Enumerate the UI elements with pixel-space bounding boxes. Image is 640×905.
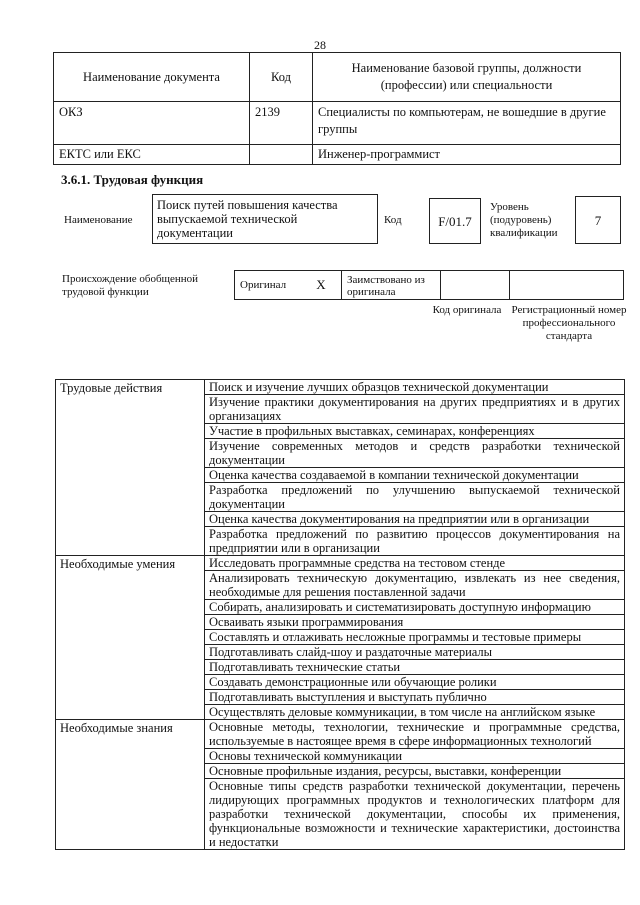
table-row bbox=[54, 145, 621, 165]
original-code-caption: Код оригинала bbox=[432, 304, 502, 316]
list-item: Составлять и отлаживать несложные программы и тестовые примеры bbox=[205, 630, 625, 645]
function-code-value: F/01.7 bbox=[429, 198, 481, 244]
header-cell: Наименование документа bbox=[54, 53, 250, 102]
list-item: Оценка качества документирования на предприятии или в организации bbox=[205, 512, 625, 527]
list-item: Разработка предложений по улучшению выпускаемой технической документации bbox=[205, 483, 625, 512]
table-cell: 2139 bbox=[250, 102, 313, 145]
section-title: 3.6.1. Трудовая функция bbox=[61, 172, 204, 187]
category-required-knowledge: Необходимые знания bbox=[56, 720, 205, 850]
function-details-table bbox=[55, 379, 625, 850]
table-row bbox=[54, 102, 621, 145]
list-item: Поиск и изучение лучших образцов технической документации bbox=[205, 380, 625, 395]
list-item: Исследовать программные средства на тестовом стенде bbox=[205, 556, 625, 571]
table-cell: Инженер-программист bbox=[313, 145, 621, 165]
original-mark: X bbox=[316, 277, 326, 292]
list-item: Основные типы средств разработки технической документации, перечень лидирующих программных продуктов и технологических платформ для разработки технической документации, способы их применения, функциональные возможности и технические характеристики, достоинства и недостатки bbox=[205, 779, 625, 850]
list-item: Собирать, анализировать и систематизировать доступную информацию bbox=[205, 600, 625, 615]
list-item: Основные методы, технологии, технические и программные средства, используемые в настоящее время в сфере информационных технологий bbox=[205, 720, 625, 749]
table-cell: ОКЗ bbox=[54, 102, 250, 145]
category-labor-actions: Трудовые действия bbox=[56, 380, 205, 556]
list-item: Создавать демонстрационные или обучающие ролики bbox=[205, 675, 625, 690]
original-code-cell bbox=[440, 270, 510, 300]
function-code-label: Код bbox=[384, 214, 402, 226]
function-name-value: Поиск путей повышения качества выпускаемой технической документации bbox=[152, 194, 378, 244]
borrowed-cell: Заимствовано из оригинала bbox=[341, 270, 441, 300]
list-item: Подготавливать выступления и выступать публично bbox=[205, 690, 625, 705]
list-item: Основные профильные издания, ресурсы, выставки, конференции bbox=[205, 764, 625, 779]
table-cell: ЕКТС или ЕКС bbox=[54, 145, 250, 165]
registration-number-caption: Регистрационный номер профессионального стандарта bbox=[511, 304, 627, 342]
list-item: Осуществлять деловые коммуникации, в том числе на английском языке bbox=[205, 705, 625, 720]
list-item: Изучение практики документирования на других предприятиях и в других организациях bbox=[205, 395, 625, 424]
origin-label: Происхождение обобщенной трудовой функции bbox=[62, 273, 199, 298]
list-item: Разработка предложений по развитию процессов документирования на предприятии или в организации bbox=[205, 527, 625, 556]
function-name-label: Наименование bbox=[64, 214, 133, 226]
table-cell: Специалисты по компьютерам, не вошедшие в другие группы bbox=[313, 102, 621, 145]
list-item: Подготавливать слайд-шоу и раздаточные материалы bbox=[205, 645, 625, 660]
list-item: Осваивать языки программирования bbox=[205, 615, 625, 630]
list-item: Анализировать техническую документацию, извлекать из нее сведения, необходимые для решения поставленной задачи bbox=[205, 571, 625, 600]
header-cell: Код bbox=[250, 53, 313, 102]
table-row bbox=[56, 556, 625, 571]
list-item: Изучение современных методов и средств разработки технической документации bbox=[205, 439, 625, 468]
page-number: 28 bbox=[314, 38, 326, 52]
qualification-level-value: 7 bbox=[575, 196, 621, 244]
table-row bbox=[54, 53, 621, 102]
category-required-skills: Необходимые умения bbox=[56, 556, 205, 720]
table-row bbox=[56, 720, 625, 749]
list-item: Участие в профильных выставках, семинарах, конференциях bbox=[205, 424, 625, 439]
original-label: Оригинал bbox=[240, 279, 287, 291]
registration-number-cell bbox=[509, 270, 624, 300]
classification-table bbox=[53, 52, 621, 165]
qualification-level-label: Уровень (подуровень) квалификации bbox=[490, 201, 558, 239]
list-item: Основы технической коммуникации bbox=[205, 749, 625, 764]
list-item: Подготавливать технические статьи bbox=[205, 660, 625, 675]
header-cell: Наименование базовой группы, должности (профессии) или специальности bbox=[313, 53, 621, 102]
table-cell bbox=[250, 145, 313, 165]
origin-row bbox=[234, 270, 624, 300]
list-item: Оценка качества создаваемой в компании технической документации bbox=[205, 468, 625, 483]
table-row bbox=[56, 380, 625, 395]
